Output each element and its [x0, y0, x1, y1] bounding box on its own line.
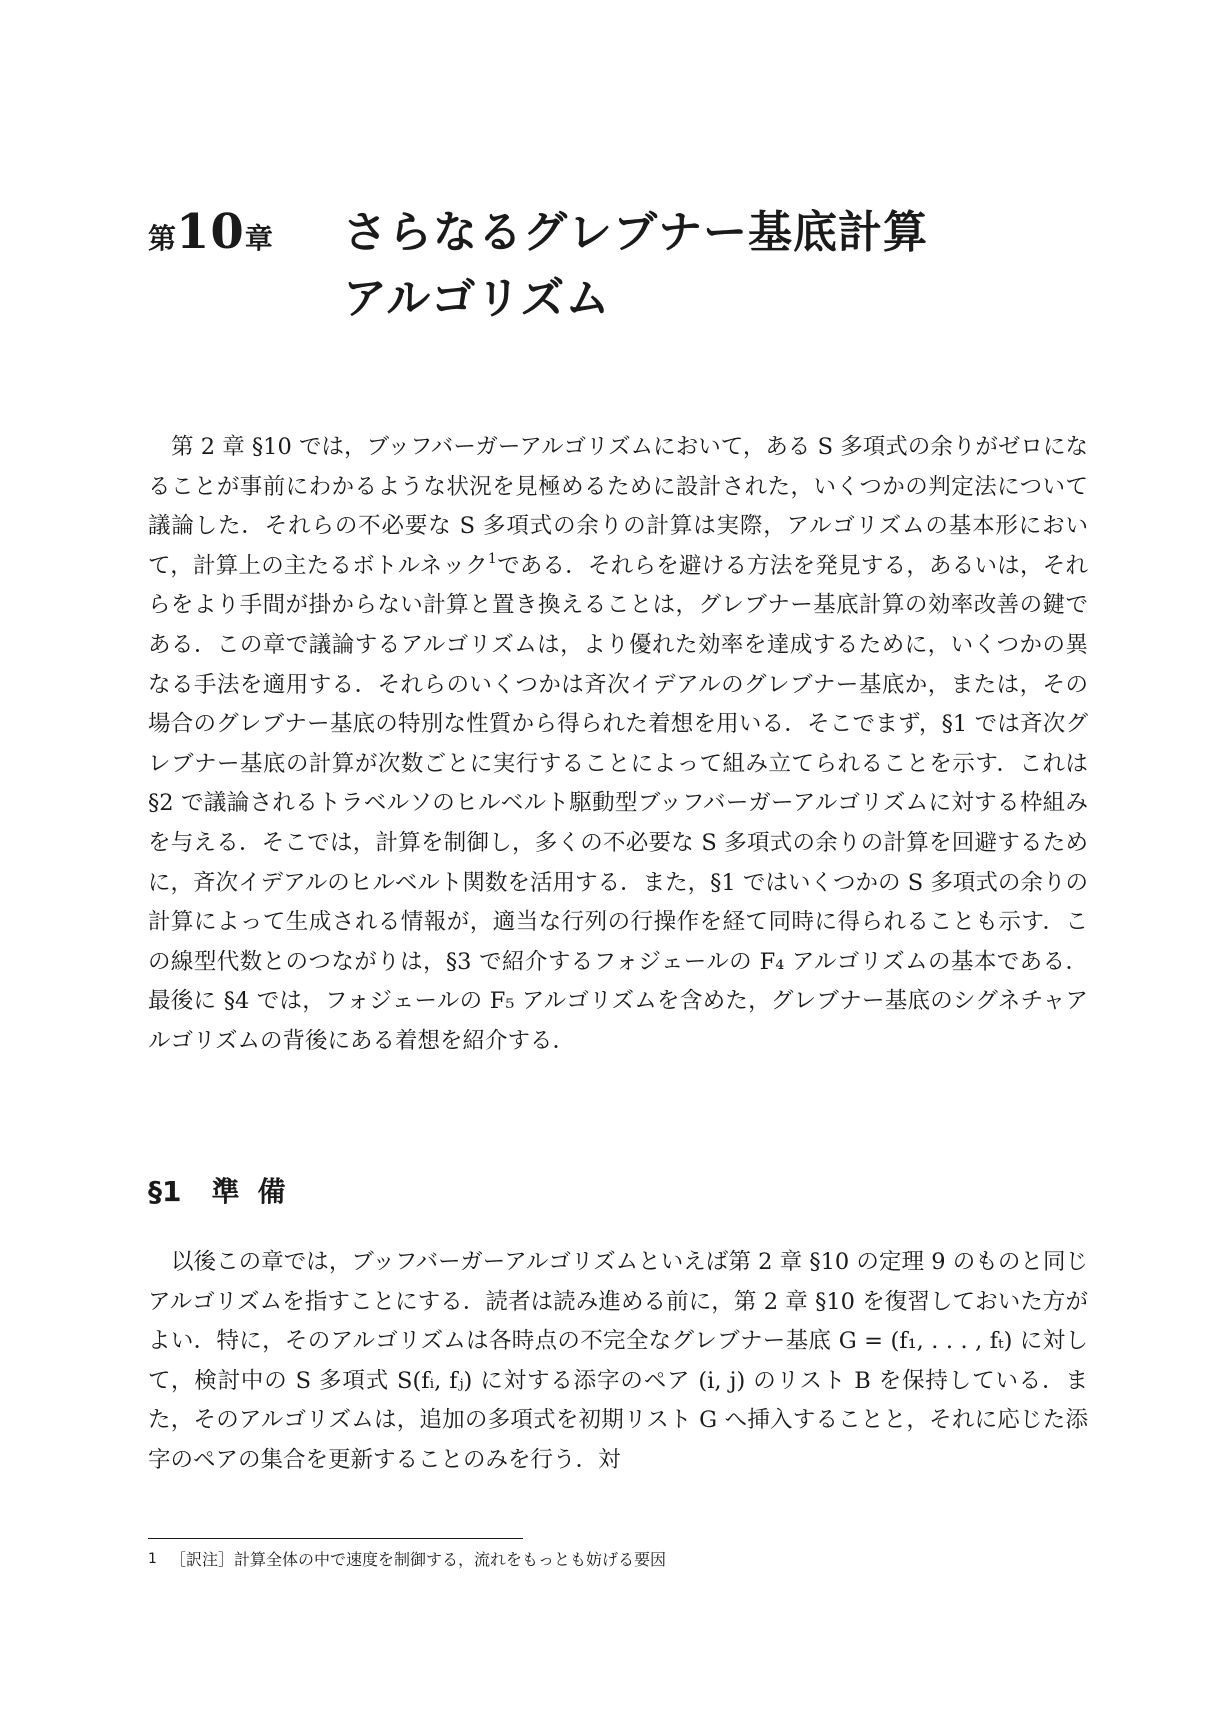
- chapter-label-prefix: 第: [148, 222, 177, 255]
- chapter-title-line-2: アルゴリズム: [343, 273, 611, 324]
- section-paragraph: [148, 1243, 1088, 1481]
- footnote-number: 1: [148, 1551, 157, 1567]
- chapter-label-suffix: 章: [244, 222, 273, 255]
- footnote-text: ［訳注］計算全体の中で速度を制御する，流れをもっとも妨げる要因: [170, 1550, 667, 1569]
- intro-text-before-footnote: 第 2 章 §10 では，ブッフバーガーアルゴリズムにおいて，ある S 多項式の余りがゼロになることが事前にわかるような状況を見極めるために設計された，いくつかの判定法について議論した．それらの不必要な S 多項式の余りの計算は実際，アルゴリズムの基本形において，計算上の主たるボトルネック: [148, 434, 1088, 579]
- section-title: 準備: [211, 1175, 304, 1208]
- chapter-title-line-1: さらなるグレブナー基底計算: [343, 207, 928, 258]
- intro-text: [148, 428, 1088, 1062]
- chapter-number: 10: [176, 204, 245, 260]
- chapter-title: [343, 200, 1103, 332]
- footnote-rule: [148, 1538, 523, 1539]
- chapter-label: [148, 204, 273, 271]
- section-heading: [148, 1170, 304, 1214]
- intro-text-after-footnote: である．それらを避ける方法を発見する，あるいは，それらをより手間が掛からない計算と置き換えることは，グレブナー基底計算の効率改善の鍵である．この章で議論するアルゴリズムは，より優れた効率を達成するために，いくつかの異なる手法を適用する．それらのいくつかは斉次イデアルのグレブナー基底か，または，その場合のグレブナー基底の特別な性質から得られた着想を用いる．そこでまず，§1 では斉次グレブナー基底の計算が次数ごとに実行することによって組み立てられることを示す．これは §2 で議論されるトラベルソのヒルベルト駆動型ブッフバーガーアルゴリズムに対する枠組みを与える．そこでは，計算を制御し，多くの不必要な S 多項式の余りの計算を回避するために，斉次イデアルのヒルベルト関数を活用する．また，§1 ではいくつかの S 多項式の余りの計算によって生成される情報が，適当な行列の行操作を経て同時に得られることも示す．この線型代数とのつながりは，§3 で紹介するフォジェールの F₄ アルゴリズムの基本である．最後に §4 では，フォジェールの F₅ アルゴリズムを含めた，グレブナー基底のシグネチャアルゴリズムの背後にある着想を紹介する．: [148, 552, 1088, 1054]
- footnote-reference: 1: [487, 550, 497, 567]
- intro-paragraph: [148, 428, 1088, 1062]
- chapter-heading: [148, 200, 1108, 340]
- footnote: [148, 1546, 1088, 1573]
- section-text: 以後この章では，ブッフバーガーアルゴリズムといえば第 2 章 §10 の定理 9 のものと同じアルゴリズムを指すことにする．読者は読み進める前に，第 2 章 §10 を復習しておいた方がよい．特に，そのアルゴリズムは各時点の不完全なグレブナー基底 G = (f₁, . . . , fₜ) に対して，検討中の S 多項式 S(fᵢ, fⱼ) に対する添字のペア (i, j) のリスト B を保持している．また，そのアルゴリズムは，追加の多項式を初期リスト G へ挿入することと，それに応じた添字のペアの集合を更新することのみを行う．対: [148, 1249, 1088, 1473]
- section-number: §1: [148, 1175, 182, 1208]
